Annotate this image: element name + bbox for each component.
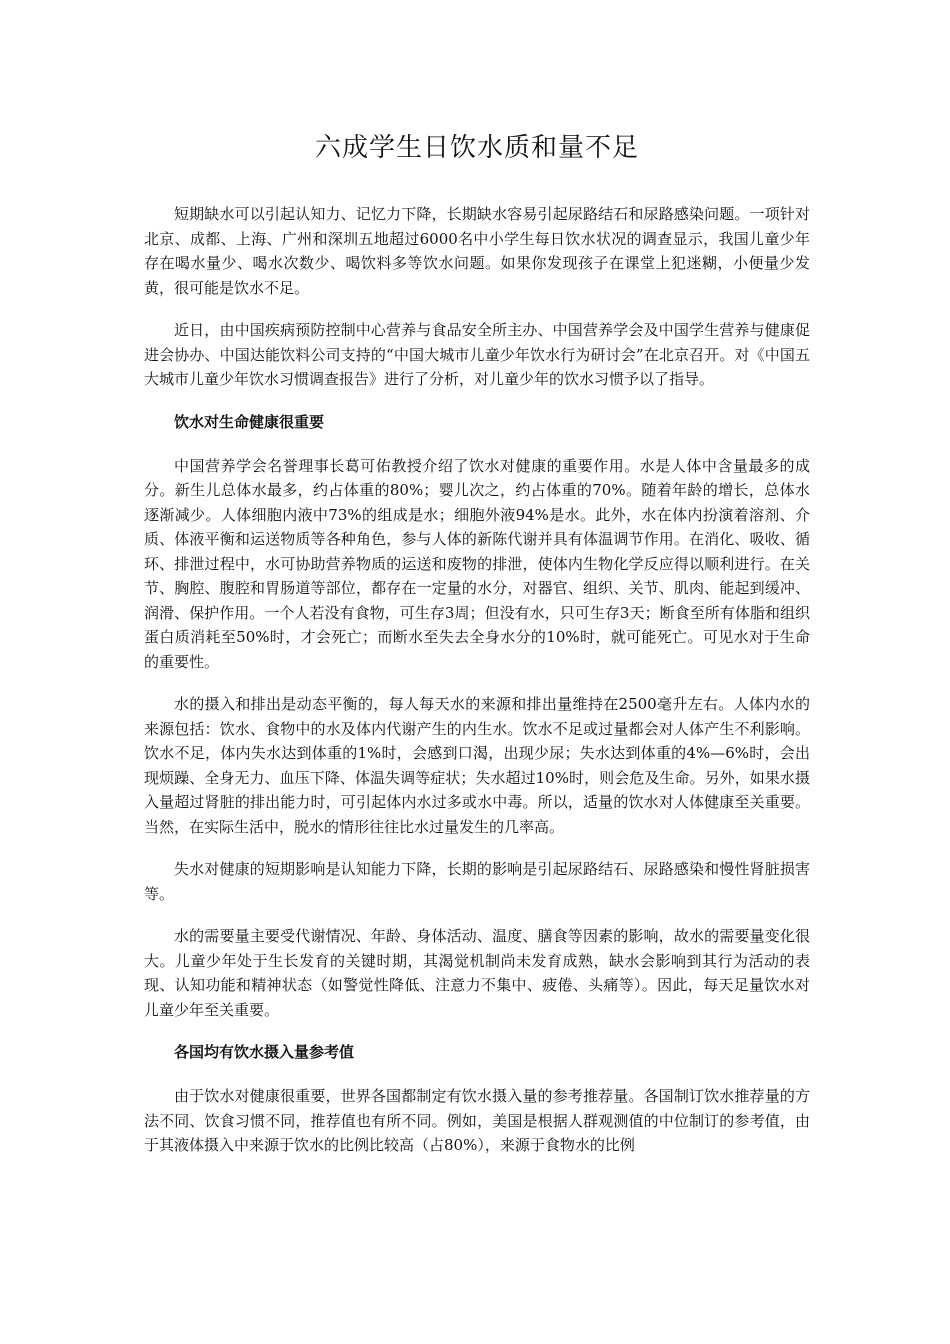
section-heading: 各国均有饮水摄入量参考值 xyxy=(174,1043,355,1061)
document-body xyxy=(144,128,810,1176)
body-paragraph: 由于饮水对健康很重要，世界各国都制定有饮水摄入量的参考推荐量。各国制订饮水推荐量的方法不同、饮食习惯不同，推荐值也有所不同。例如，美国是根据人群观测值的中位制订的参考值，由于其液体摄入中来源于饮水的比例比较高（占80%），来源于食物水的比例 xyxy=(144,1087,810,1154)
body-paragraph: 水的需要量主要受代谢情况、年龄、身体活动、温度、膳食等因素的影响，故水的需要量变化很大。儿童少年处于生长发育的关键时期，其渴觉机制尚未发育成熟，缺水会影响到其行为活动的表现、认知功能和精神状态（如警觉性降低、注意力不集中、疲倦、头痛等）。因此，每天足量饮水对儿童少年至关重要。 xyxy=(144,927,810,1019)
body-paragraph: 失水对健康的短期影响是认知能力下降，长期的影响是引起尿路结石、尿路感染和慢性肾脏损害等。 xyxy=(144,860,810,903)
body-paragraph: 中国营养学会名誉理事长葛可佑教授介绍了饮水对健康的重要作用。水是人体中含量最多的成分。新生儿总体水最多，约占体重的80%；婴儿次之，约占体重的70%。随着年龄的增长，总体水逐渐减少。人体细胞内液中73%的组成是水；细胞外液94%是水。此外，水在体内扮演着溶剂、介质、体液平衡和运送物质等各种角色，参与人体的新陈代谢并具有体温调节作用。在消化、吸收、循环、排泄过程中，水可协助营养物质的运送和废物的排泄，使体内生物化学反应得以顺利进行。在关节、胸腔、腹腔和胃肠道等部位，都存在一定量的水分，对器官、组织、关节、肌肉、能起到缓冲、润滑、保护作用。一个人若没有食物，可生存3周；但没有水，只可生存3天；断食至所有体脂和组织蛋白质消耗至50%时，才会死亡；而断水至失去全身水分的10%时，就可能死亡。可见水对于生命的重要性。 xyxy=(144,456,810,671)
document-title: 六成学生日饮水质和量不足 xyxy=(314,133,639,163)
body-paragraph: 水的摄入和排出是动态平衡的，每人每天水的来源和排出量维持在2500毫升左右。人体内水的来源包括：饮水、食物中的水及体内代谢产生的内生水。饮水不足或过量都会对人体产生不利影响。饮水不足，体内失水达到体重的1%时，会感到口渴，出现少尿；失水达到体重的4%—6%时，会出现烦躁、全身无力、血压下降、体温失调等症状；失水超过10%时，则会危及生命。另外，如果水摄入量超过肾脏的排出能力时，可引起体内水过多或水中毒。所以，适量的饮水对人体健康至关重要。当然，在实际生活中，脱水的情形往往比水过量发生的几率高。 xyxy=(144,695,810,836)
intro-paragraph: 近日，由中国疾病预防控制中心营养与食品安全所主办、中国营养学会及中国学生营养与健康促进会协办、中国达能饮料公司支持的“中国大城市儿童少年饮水行为研讨会”在北京召开。对《中国五大城市儿童少年饮水习惯调查报告》进行了分析，对儿童少年的饮水习惯予以了指导。 xyxy=(144,321,810,388)
intro-paragraph: 短期缺水可以引起认知力、记忆力下降，长期缺水容易引起尿路结石和尿路感染问题。一项针对北京、成都、上海、广州和深圳五地超过6000名中小学生每日饮水状况的调查显示，我国儿童少年存在喝水量少、喝水次数少、喝饮料多等饮水问题。如果你发现孩子在课堂上犯迷糊，小便量少发黄，很可能是饮水不足。 xyxy=(144,205,810,297)
section-heading: 饮水对生命健康很重要 xyxy=(174,412,325,431)
